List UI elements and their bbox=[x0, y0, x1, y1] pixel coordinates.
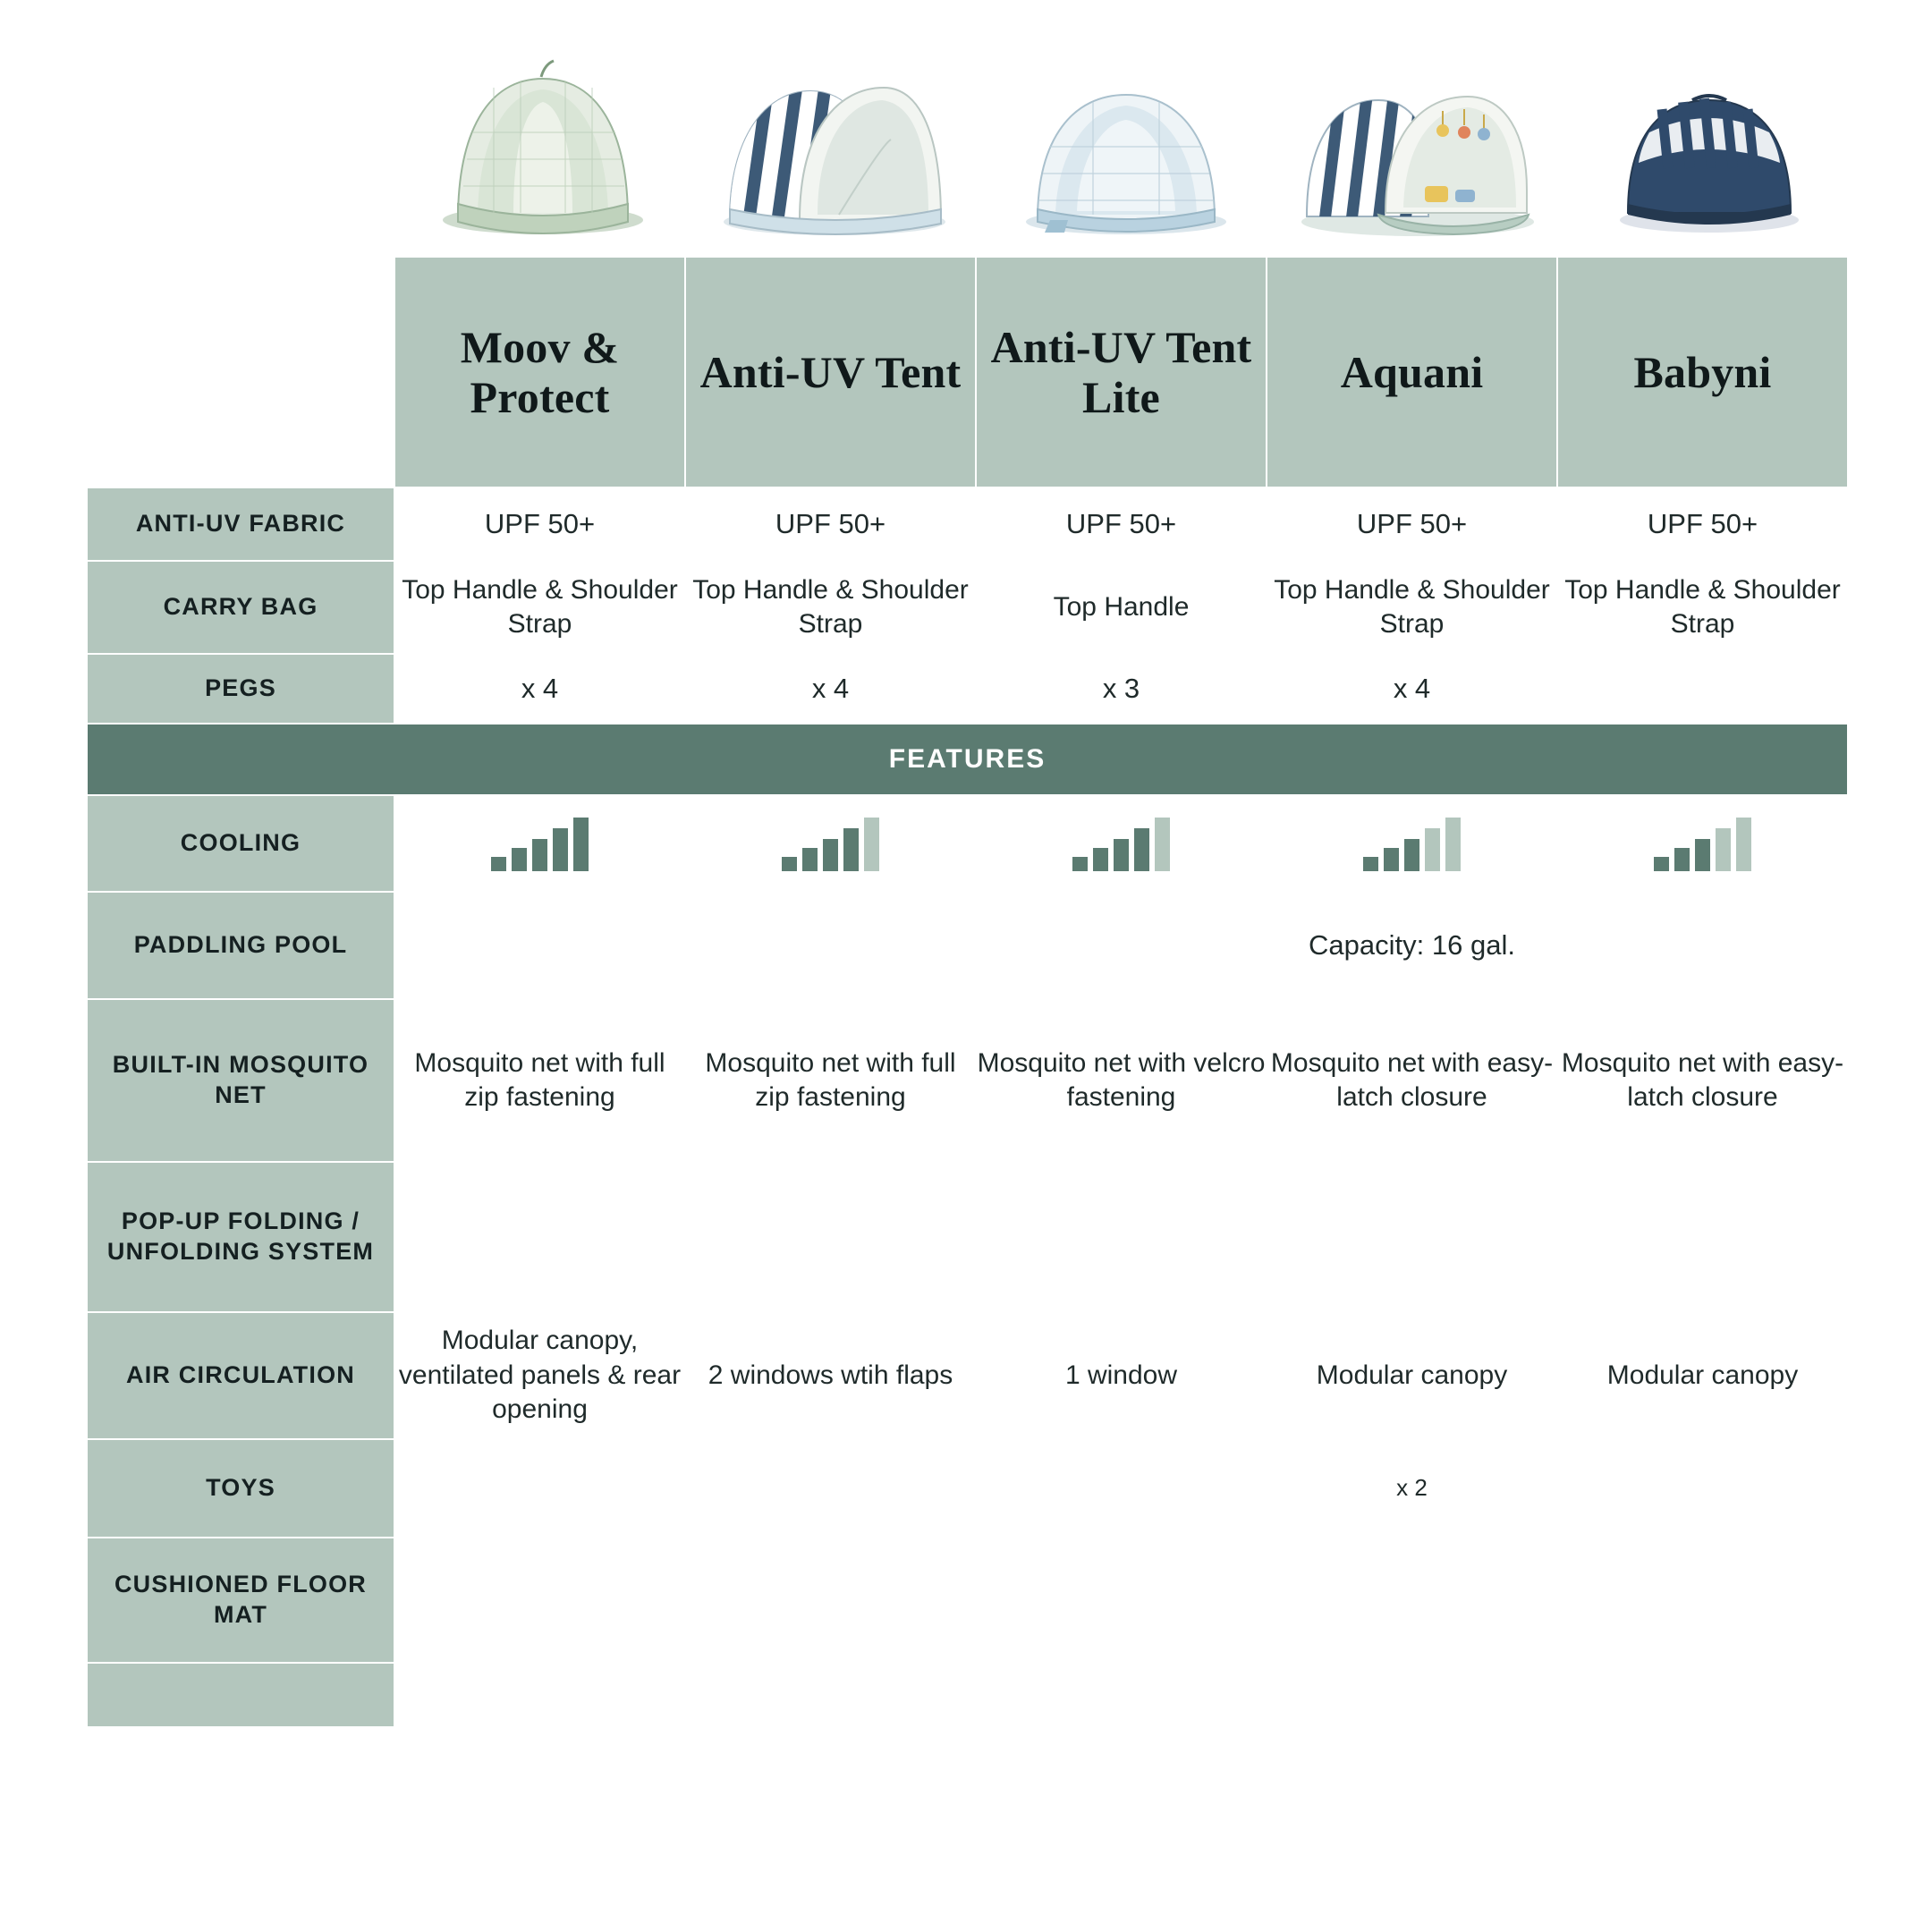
cooling-bars-anti-uv-tent-lite bbox=[977, 816, 1266, 871]
row-label-anti-uv-fabric: ANTI-UV FABRIC bbox=[87, 487, 394, 561]
cell-carry-bag-anti-uv-tent: Top Handle & Shoulder Strap bbox=[685, 561, 976, 654]
cell-blank-5 bbox=[1557, 1663, 1848, 1727]
cell-air-aquani: Modular canopy bbox=[1267, 1312, 1557, 1439]
product-image-moov-protect bbox=[397, 25, 689, 240]
cell-anti-uv-fabric-anti-uv-tent-lite: UPF 50+ bbox=[976, 487, 1267, 561]
cell-paddling-pool-anti-uv-tent-lite bbox=[976, 892, 1267, 999]
cell-popup-moov-protect bbox=[394, 1162, 685, 1312]
cell-anti-uv-fabric-aquani: UPF 50+ bbox=[1267, 487, 1557, 561]
cell-mosquito-net-moov-protect: Mosquito net with full zip fastening bbox=[394, 999, 685, 1162]
cell-toys-aquani: x 2 bbox=[1267, 1439, 1557, 1538]
row-label-floor-mat: CUSHIONED FLOOR MAT bbox=[87, 1538, 394, 1663]
cell-toys-babyni bbox=[1557, 1439, 1848, 1538]
cell-cooling-anti-uv-tent bbox=[685, 795, 976, 892]
cell-air-babyni: Modular canopy bbox=[1557, 1312, 1848, 1439]
cell-cooling-anti-uv-tent-lite bbox=[976, 795, 1267, 892]
tent-moov-protect-green-icon bbox=[431, 52, 655, 240]
cell-mosquito-net-babyni: Mosquito net with easy-latch closure bbox=[1557, 999, 1848, 1162]
table-row-footer-blank bbox=[87, 1663, 1848, 1727]
features-banner: FEATURES bbox=[87, 724, 1848, 795]
header-spacer bbox=[87, 257, 394, 487]
cell-pegs-anti-uv-tent: x 4 bbox=[685, 654, 976, 724]
cell-floor-mat-anti-uv-tent-lite bbox=[976, 1538, 1267, 1663]
cell-mosquito-net-anti-uv-tent-lite: Mosquito net with velcro fastening bbox=[976, 999, 1267, 1162]
table-row-features-banner bbox=[87, 724, 1848, 795]
cell-floor-mat-moov-protect bbox=[394, 1538, 685, 1663]
table-row-popup-system bbox=[87, 1162, 1848, 1312]
row-label-toys: TOYS bbox=[87, 1439, 394, 1538]
column-header-aquani: Aquani bbox=[1267, 257, 1557, 487]
cell-paddling-pool-babyni bbox=[1557, 892, 1848, 999]
cell-toys-anti-uv-tent bbox=[685, 1439, 976, 1538]
cell-anti-uv-fabric-babyni: UPF 50+ bbox=[1557, 487, 1848, 561]
table-row-floor-mat bbox=[87, 1538, 1848, 1663]
row-label-air-circulation: AIR CIRCULATION bbox=[87, 1312, 394, 1439]
cell-anti-uv-fabric-moov-protect: UPF 50+ bbox=[394, 487, 685, 561]
cooling-bars-moov-protect bbox=[395, 816, 684, 871]
cell-carry-bag-aquani: Top Handle & Shoulder Strap bbox=[1267, 561, 1557, 654]
cell-popup-anti-uv-tent-lite bbox=[976, 1162, 1267, 1312]
product-image-row bbox=[397, 25, 1855, 240]
cooling-bars-aquani bbox=[1267, 816, 1556, 871]
cell-air-anti-uv-tent: 2 windows wtih flaps bbox=[685, 1312, 976, 1439]
cell-air-anti-uv-tent-lite: 1 window bbox=[976, 1312, 1267, 1439]
cell-cooling-babyni bbox=[1557, 795, 1848, 892]
cell-mosquito-net-anti-uv-tent: Mosquito net with full zip fastening bbox=[685, 999, 976, 1162]
cell-popup-aquani bbox=[1267, 1162, 1557, 1312]
table-row-carry-bag bbox=[87, 561, 1848, 654]
product-image-anti-uv-tent bbox=[689, 25, 980, 240]
cell-carry-bag-babyni: Top Handle & Shoulder Strap bbox=[1557, 561, 1848, 654]
table-row-cooling bbox=[87, 795, 1848, 892]
row-label-pegs: PEGS bbox=[87, 654, 394, 724]
cell-pegs-anti-uv-tent-lite: x 3 bbox=[976, 654, 1267, 724]
column-header-moov-protect: Moov & Protect bbox=[394, 257, 685, 487]
column-header-babyni: Babyni bbox=[1557, 257, 1848, 487]
table-row-paddling-pool bbox=[87, 892, 1848, 999]
cell-cooling-moov-protect bbox=[394, 795, 685, 892]
cell-pegs-moov-protect: x 4 bbox=[394, 654, 685, 724]
cell-floor-mat-anti-uv-tent bbox=[685, 1538, 976, 1663]
product-image-anti-uv-tent-lite bbox=[980, 25, 1272, 240]
row-label-blank bbox=[87, 1663, 394, 1727]
cell-paddling-pool-moov-protect bbox=[394, 892, 685, 999]
cell-toys-anti-uv-tent-lite bbox=[976, 1439, 1267, 1538]
table-row-mosquito-net bbox=[87, 999, 1848, 1162]
cell-paddling-pool-aquani: Capacity: 16 gal. bbox=[1267, 892, 1557, 999]
cell-paddling-pool-anti-uv-tent bbox=[685, 892, 976, 999]
tent-anti-uv-striped-icon bbox=[714, 61, 955, 240]
cell-carry-bag-moov-protect: Top Handle & Shoulder Strap bbox=[394, 561, 685, 654]
cell-floor-mat-aquani bbox=[1267, 1538, 1557, 1663]
table-row-toys bbox=[87, 1439, 1848, 1538]
table-header-row bbox=[87, 257, 1848, 487]
cell-cooling-aquani bbox=[1267, 795, 1557, 892]
row-label-mosquito-net: BUILT-IN MOSQUITO NET bbox=[87, 999, 394, 1162]
row-label-cooling: COOLING bbox=[87, 795, 394, 892]
tent-aquani-pool-icon bbox=[1292, 79, 1543, 240]
cell-floor-mat-babyni bbox=[1557, 1538, 1848, 1663]
cell-blank-3 bbox=[976, 1663, 1267, 1727]
cell-pegs-aquani: x 4 bbox=[1267, 654, 1557, 724]
cell-blank-4 bbox=[1267, 1663, 1557, 1727]
cell-anti-uv-fabric-anti-uv-tent: UPF 50+ bbox=[685, 487, 976, 561]
cell-popup-babyni bbox=[1557, 1162, 1848, 1312]
cell-mosquito-net-aquani: Mosquito net with easy-latch closure bbox=[1267, 999, 1557, 1162]
cooling-bars-babyni bbox=[1558, 816, 1847, 871]
row-label-carry-bag: CARRY BAG bbox=[87, 561, 394, 654]
cell-blank-1 bbox=[394, 1663, 685, 1727]
table-row-air-circulation bbox=[87, 1312, 1848, 1439]
product-image-aquani bbox=[1272, 25, 1563, 240]
cell-carry-bag-anti-uv-tent-lite: Top Handle bbox=[976, 561, 1267, 654]
cooling-bars-anti-uv-tent bbox=[686, 816, 975, 871]
tent-anti-uv-lite-blue-icon bbox=[1014, 70, 1238, 240]
cell-popup-anti-uv-tent bbox=[685, 1162, 976, 1312]
cell-blank-2 bbox=[685, 1663, 976, 1727]
comparison-table-wrap bbox=[86, 256, 1848, 1728]
cell-toys-moov-protect bbox=[394, 1439, 685, 1538]
tent-babyni-navy-icon bbox=[1606, 79, 1812, 240]
product-image-babyni bbox=[1563, 25, 1855, 240]
table-row-anti-uv-fabric bbox=[87, 487, 1848, 561]
cell-pegs-babyni bbox=[1557, 654, 1848, 724]
row-label-paddling-pool: PADDLING POOL bbox=[87, 892, 394, 999]
column-header-anti-uv-tent: Anti-UV Tent bbox=[685, 257, 976, 487]
cell-air-moov-protect: Modular canopy, ventilated panels & rear opening bbox=[394, 1312, 685, 1439]
column-header-anti-uv-tent-lite: Anti-UV Tent Lite bbox=[976, 257, 1267, 487]
comparison-table bbox=[86, 256, 1849, 1728]
table-row-pegs bbox=[87, 654, 1848, 724]
row-label-popup-system: POP-UP FOLDING / UNFOLDING SYSTEM bbox=[87, 1162, 394, 1312]
